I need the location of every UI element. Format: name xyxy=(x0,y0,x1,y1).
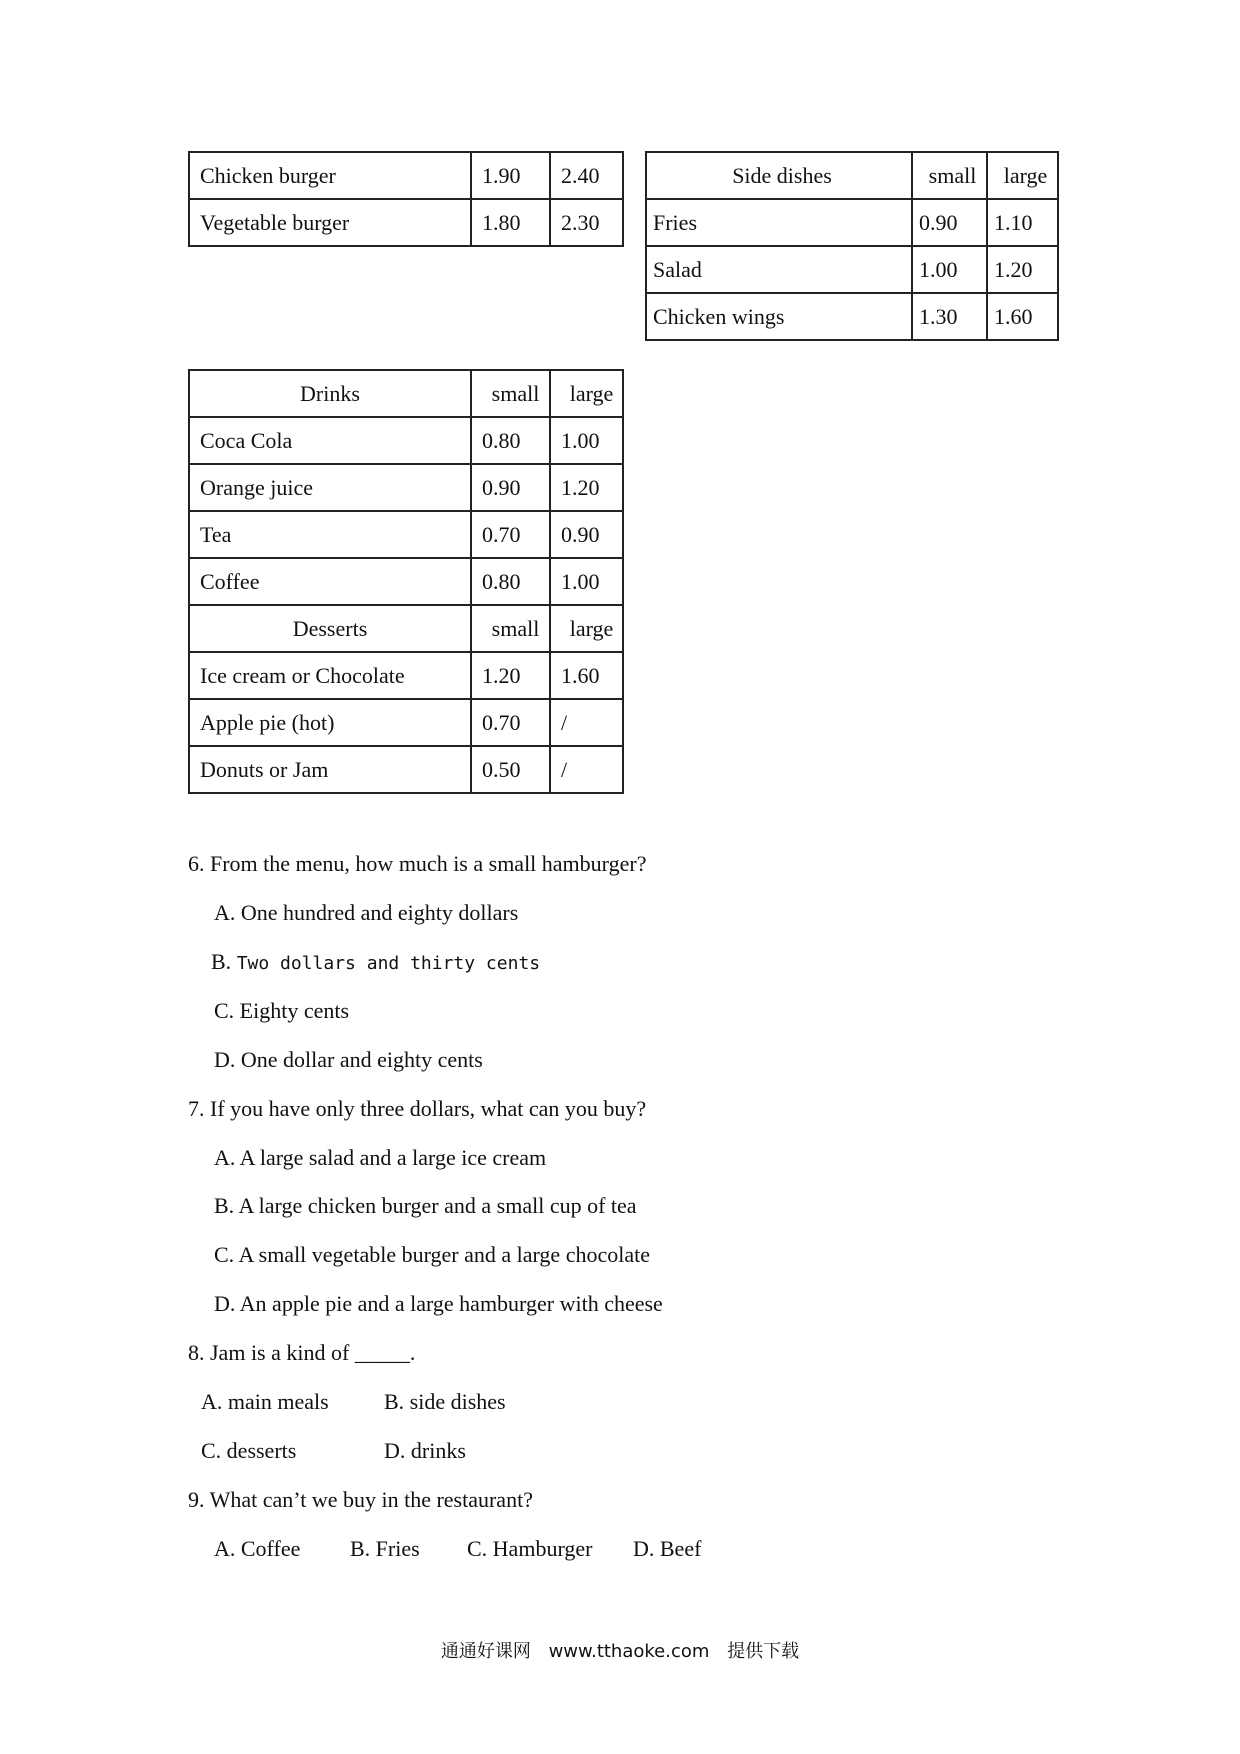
table-row xyxy=(189,464,623,511)
q8-option-b: B. side dishes xyxy=(384,1389,506,1414)
price-large: 1.60 xyxy=(550,652,623,699)
item-name: Fries xyxy=(646,199,912,246)
q7-option-b: B. A large chicken burger and a small cup of tea xyxy=(214,1193,637,1218)
item-name: Tea xyxy=(189,511,471,558)
price-small: 1.30 xyxy=(912,293,987,340)
main-meals-table xyxy=(188,151,624,247)
column-header: Side dishes xyxy=(646,152,912,199)
price-small: 0.80 xyxy=(471,417,550,464)
price-large: 2.40 xyxy=(550,152,623,199)
question-7-text: 7. If you have only three dollars, what can you buy? xyxy=(188,1096,647,1121)
q7-option-a: A. A large salad and a large ice cream xyxy=(214,1145,547,1170)
table-row xyxy=(189,511,623,558)
question-6-text: 6. From the menu, how much is a small hamburger? xyxy=(188,851,647,876)
column-header: small xyxy=(471,605,550,652)
table-row xyxy=(189,152,623,199)
price-small: 1.90 xyxy=(471,152,550,199)
q6-option-b xyxy=(211,949,540,975)
item-name: Ice cream or Chocolate xyxy=(189,652,471,699)
q6-option-b-text: Two dollars and thirty cents xyxy=(236,953,541,974)
q7-option-d: D. An apple pie and a large hamburger with cheese xyxy=(214,1291,663,1316)
q8-option-a: A. main meals xyxy=(201,1389,329,1414)
column-header: small xyxy=(912,152,987,199)
price-large: / xyxy=(550,746,623,793)
table-row xyxy=(646,293,1058,340)
price-large: 1.00 xyxy=(550,417,623,464)
price-small: 0.90 xyxy=(471,464,550,511)
item-name: Coca Cola xyxy=(189,417,471,464)
price-small: 0.70 xyxy=(471,699,550,746)
price-large: 0.90 xyxy=(550,511,623,558)
price-small: 1.00 xyxy=(912,246,987,293)
column-header: large xyxy=(550,370,623,417)
table-row xyxy=(189,417,623,464)
item-name: Chicken wings xyxy=(646,293,912,340)
price-large: / xyxy=(550,699,623,746)
price-large: 1.00 xyxy=(550,558,623,605)
column-header: Desserts xyxy=(189,605,471,652)
q6-option-b-letter: B. xyxy=(211,949,232,974)
q8-option-d: D. drinks xyxy=(384,1438,466,1463)
footer-note: 提供下载 xyxy=(727,1641,800,1662)
table-row xyxy=(189,699,623,746)
item-name: Vegetable burger xyxy=(189,199,471,246)
q9-option-a: A. Coffee xyxy=(214,1536,301,1561)
item-name: Salad xyxy=(646,246,912,293)
item-name: Orange juice xyxy=(189,464,471,511)
q9-option-c: C. Hamburger xyxy=(467,1536,593,1561)
price-large: 1.20 xyxy=(550,464,623,511)
question-8-text: 8. Jam is a kind of _____. xyxy=(188,1340,416,1365)
column-header: Drinks xyxy=(189,370,471,417)
price-large: 1.20 xyxy=(987,246,1058,293)
item-name: Donuts or Jam xyxy=(189,746,471,793)
table-row xyxy=(189,199,623,246)
table-header-row xyxy=(189,370,623,417)
q7-option-c: C. A small vegetable burger and a large chocolate xyxy=(214,1242,650,1267)
price-small: 1.20 xyxy=(471,652,550,699)
q8-option-c: C. desserts xyxy=(201,1438,297,1463)
price-large: 1.60 xyxy=(987,293,1058,340)
footer-url: www.tthaoke.com xyxy=(548,1641,710,1662)
column-header: large xyxy=(987,152,1058,199)
price-small: 0.90 xyxy=(912,199,987,246)
table-row xyxy=(189,558,623,605)
q9-option-d: D. Beef xyxy=(633,1536,702,1561)
page-footer xyxy=(0,1637,1240,1663)
q6-option-a: A. One hundred and eighty dollars xyxy=(214,900,519,925)
price-small: 1.80 xyxy=(471,199,550,246)
q6-option-d: D. One dollar and eighty cents xyxy=(214,1047,483,1072)
drinks-desserts-table xyxy=(188,369,624,794)
side-dishes-table xyxy=(645,151,1059,341)
price-small: 0.50 xyxy=(471,746,550,793)
q9-option-b: B. Fries xyxy=(350,1536,420,1561)
item-name: Chicken burger xyxy=(189,152,471,199)
column-header: small xyxy=(471,370,550,417)
price-small: 0.70 xyxy=(471,511,550,558)
price-small: 0.80 xyxy=(471,558,550,605)
column-header: large xyxy=(550,605,623,652)
table-row xyxy=(189,746,623,793)
table-header-row xyxy=(646,152,1058,199)
table-row xyxy=(189,652,623,699)
price-large: 1.10 xyxy=(987,199,1058,246)
table-row xyxy=(646,199,1058,246)
footer-site-name: 通通好课网 xyxy=(440,1641,531,1662)
q6-option-c: C. Eighty cents xyxy=(214,998,350,1023)
table-header-row xyxy=(189,605,623,652)
item-name: Coffee xyxy=(189,558,471,605)
item-name: Apple pie (hot) xyxy=(189,699,471,746)
price-large: 2.30 xyxy=(550,199,623,246)
question-9-text: 9. What can’t we buy in the restaurant? xyxy=(188,1487,533,1512)
table-row xyxy=(646,246,1058,293)
